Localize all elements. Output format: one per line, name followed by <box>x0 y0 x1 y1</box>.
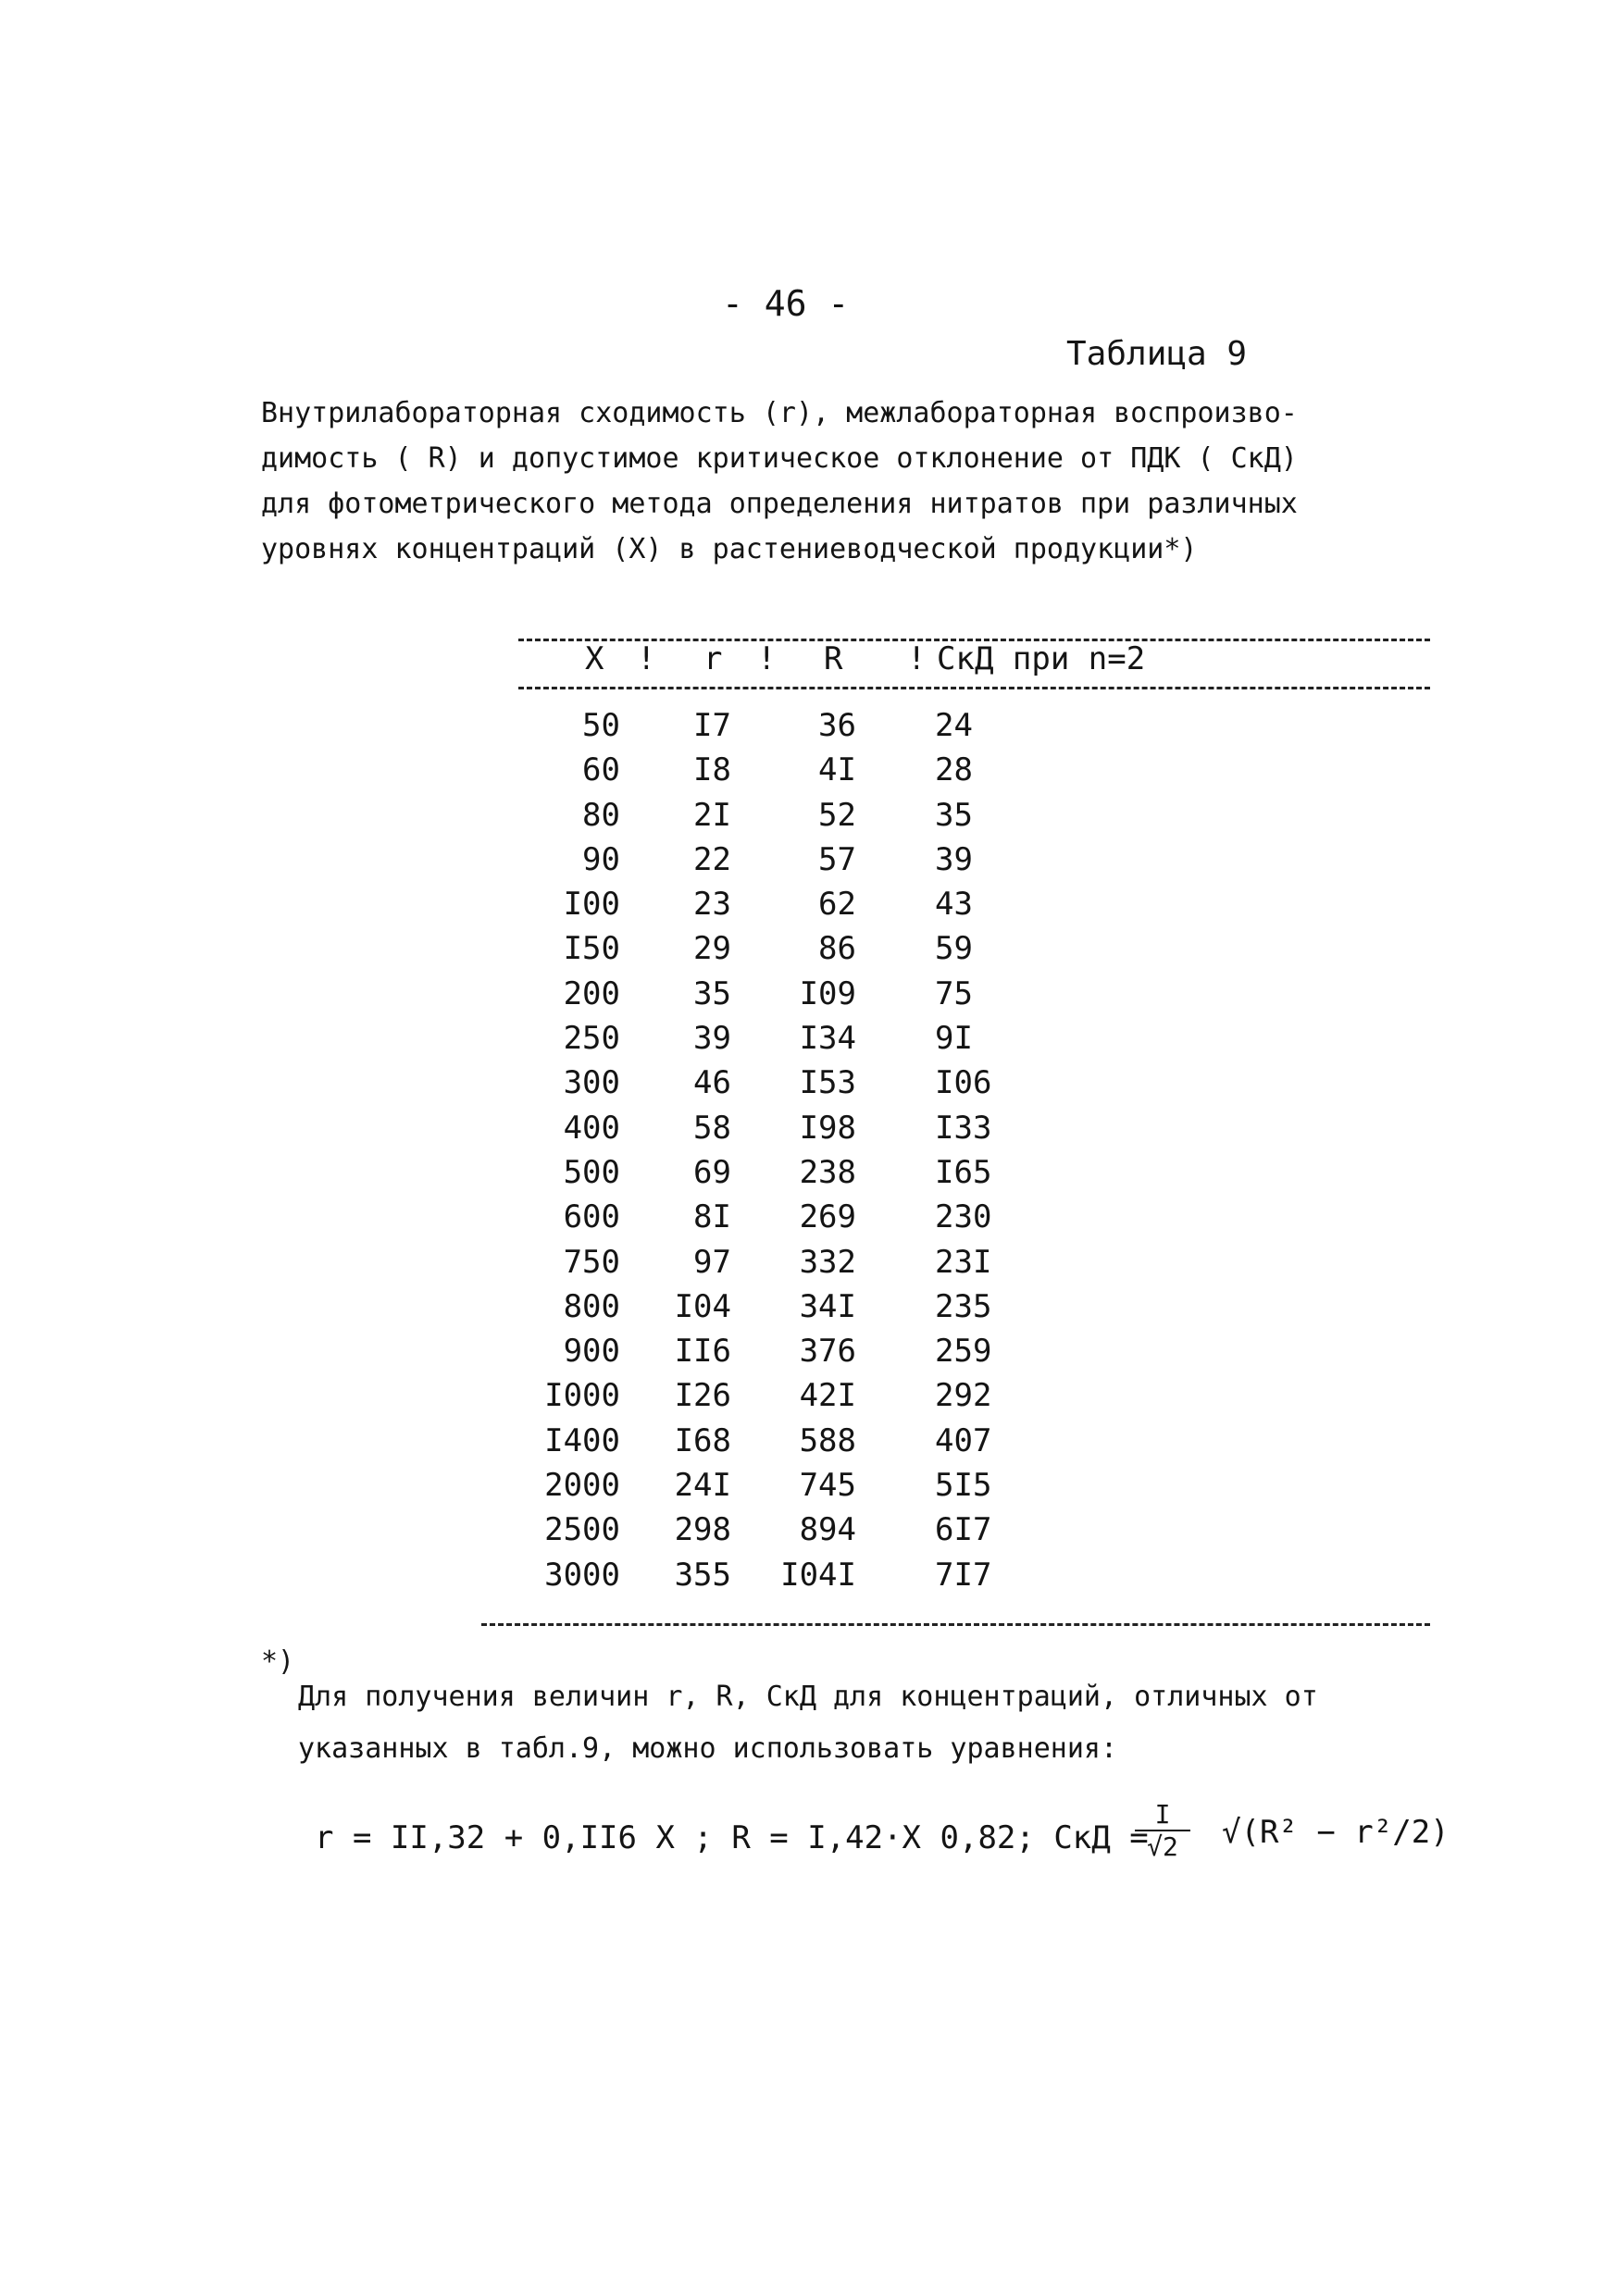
cell-x: I00 <box>563 886 620 924</box>
footnote-line: Для получения величин r, R, СкД для концентраций, отличных от <box>298 1681 1318 1713</box>
cell-x: 80 <box>582 796 620 834</box>
cell-R: 86 <box>818 930 856 968</box>
cell-cd: 235 <box>935 1287 992 1325</box>
cell-x: 2000 <box>544 1467 620 1505</box>
cell-r: 2I <box>693 796 731 834</box>
cell-cd: 75 <box>935 974 973 1012</box>
cell-r: II6 <box>674 1333 731 1371</box>
cell-R: I34 <box>799 1020 856 1058</box>
cell-cd: 259 <box>935 1333 992 1371</box>
footnote-text <box>298 1671 1318 1775</box>
cell-cd: 7I7 <box>935 1556 992 1594</box>
cell-x: 900 <box>563 1333 620 1371</box>
cell-r: 23 <box>693 886 731 924</box>
cell-x: 2500 <box>544 1511 620 1549</box>
cell-x: 50 <box>582 707 620 744</box>
cell-cd: 292 <box>935 1377 992 1415</box>
cell-r: 69 <box>693 1153 731 1191</box>
caption-line: для фотометрического метода определения нитратов при различных <box>261 488 1298 520</box>
fraction-numerator: I <box>1135 1799 1190 1831</box>
cell-R: 34I <box>799 1287 856 1325</box>
column-x <box>518 703 620 1597</box>
cell-x: 300 <box>563 1064 620 1102</box>
fraction-denominator: √2 <box>1147 1831 1178 1862</box>
cell-R: 42I <box>799 1377 856 1415</box>
cell-cd: 39 <box>935 840 973 878</box>
column-r <box>648 703 731 1597</box>
page-number: - 46 - <box>722 283 850 324</box>
cell-r: 24I <box>674 1467 731 1505</box>
cell-x: 750 <box>563 1243 620 1281</box>
cell-x: 250 <box>563 1020 620 1058</box>
header-r: r <box>703 640 723 677</box>
cell-x: I400 <box>544 1421 620 1459</box>
cell-r: I68 <box>674 1421 731 1459</box>
cell-R: 4I <box>818 751 856 789</box>
cell-r: 29 <box>693 930 731 968</box>
table-label: Таблица 9 <box>1066 335 1248 373</box>
column-cd <box>935 703 1027 1597</box>
cell-cd: 6I7 <box>935 1511 992 1549</box>
footnote-line: указанных в табл.9, можно использовать уравнения: <box>298 1732 1118 1765</box>
formula-root: √(R² − r²/2) <box>1222 1814 1450 1851</box>
cell-r: 35 <box>693 974 731 1012</box>
caption-line: уровнях концентраций (X) в растениеводческой продукции*) <box>261 533 1198 565</box>
cell-x: 500 <box>563 1153 620 1191</box>
cell-cd: 43 <box>935 886 973 924</box>
table-caption <box>261 391 1427 572</box>
formula-fraction <box>1135 1799 1190 1862</box>
cell-R: 238 <box>799 1153 856 1191</box>
cell-cd: 9I <box>935 1020 973 1058</box>
cell-x: 3000 <box>544 1556 620 1594</box>
header-separator: ! <box>907 640 927 677</box>
formula-left: r = II,32 + 0,II6 X ; R = I,42·X 0,82; СкД = <box>315 1819 1149 1856</box>
cell-R: I09 <box>799 974 856 1012</box>
cell-r: 46 <box>693 1064 731 1102</box>
cell-r: I04 <box>674 1287 731 1325</box>
cell-x: 90 <box>582 840 620 878</box>
cell-r: I7 <box>693 707 731 744</box>
cell-r: 298 <box>674 1511 731 1549</box>
cell-cd: I65 <box>935 1153 992 1191</box>
cell-x: I50 <box>563 930 620 968</box>
cell-r: 97 <box>693 1243 731 1281</box>
cell-r: I8 <box>693 751 731 789</box>
header-bottom-rule <box>518 687 1430 689</box>
cell-x: 200 <box>563 974 620 1012</box>
cell-cd: 59 <box>935 930 973 968</box>
header-cd: СкД при n=2 <box>937 640 1146 677</box>
header-separator: ! <box>637 640 656 677</box>
cell-r: 22 <box>693 840 731 878</box>
cell-cd: 5I5 <box>935 1467 992 1505</box>
cell-R: 894 <box>799 1511 856 1549</box>
cell-x: 400 <box>563 1109 620 1147</box>
cell-R: 269 <box>799 1198 856 1236</box>
cell-R: 52 <box>818 796 856 834</box>
cell-cd: 230 <box>935 1198 992 1236</box>
cell-R: 62 <box>818 886 856 924</box>
cell-x: 60 <box>582 751 620 789</box>
header-x: X <box>585 640 604 677</box>
cell-r: 355 <box>674 1556 731 1594</box>
caption-line: димость ( R) и допустимое критическое отклонение от ПДК ( СкД) <box>261 442 1298 475</box>
caption-line: Внутрилабораторная сходимость (r), межлабораторная воспроизво- <box>261 397 1298 429</box>
cell-cd: I33 <box>935 1109 992 1147</box>
cell-R: 745 <box>799 1467 856 1505</box>
cell-r: I26 <box>674 1377 731 1415</box>
column-R <box>741 703 856 1597</box>
cell-R: I04I <box>780 1556 856 1594</box>
cell-R: I53 <box>799 1064 856 1102</box>
cell-cd: 407 <box>935 1421 992 1459</box>
cell-x: I000 <box>544 1377 620 1415</box>
header-R: R <box>824 640 843 677</box>
cell-R: I98 <box>799 1109 856 1147</box>
cell-cd: 24 <box>935 707 973 744</box>
cell-r: 58 <box>693 1109 731 1147</box>
table-bottom-rule <box>481 1623 1430 1626</box>
cell-r: 39 <box>693 1020 731 1058</box>
cell-cd: 23I <box>935 1243 992 1281</box>
cell-cd: 28 <box>935 751 973 789</box>
cell-cd: I06 <box>935 1064 992 1102</box>
cell-r: 8I <box>693 1198 731 1236</box>
cell-x: 800 <box>563 1287 620 1325</box>
cell-x: 600 <box>563 1198 620 1236</box>
footnote-mark: *) <box>261 1645 295 1678</box>
cell-R: 36 <box>818 707 856 744</box>
cell-R: 332 <box>799 1243 856 1281</box>
cell-R: 57 <box>818 840 856 878</box>
cell-R: 376 <box>799 1333 856 1371</box>
cell-cd: 35 <box>935 796 973 834</box>
header-separator: ! <box>757 640 777 677</box>
cell-R: 588 <box>799 1421 856 1459</box>
